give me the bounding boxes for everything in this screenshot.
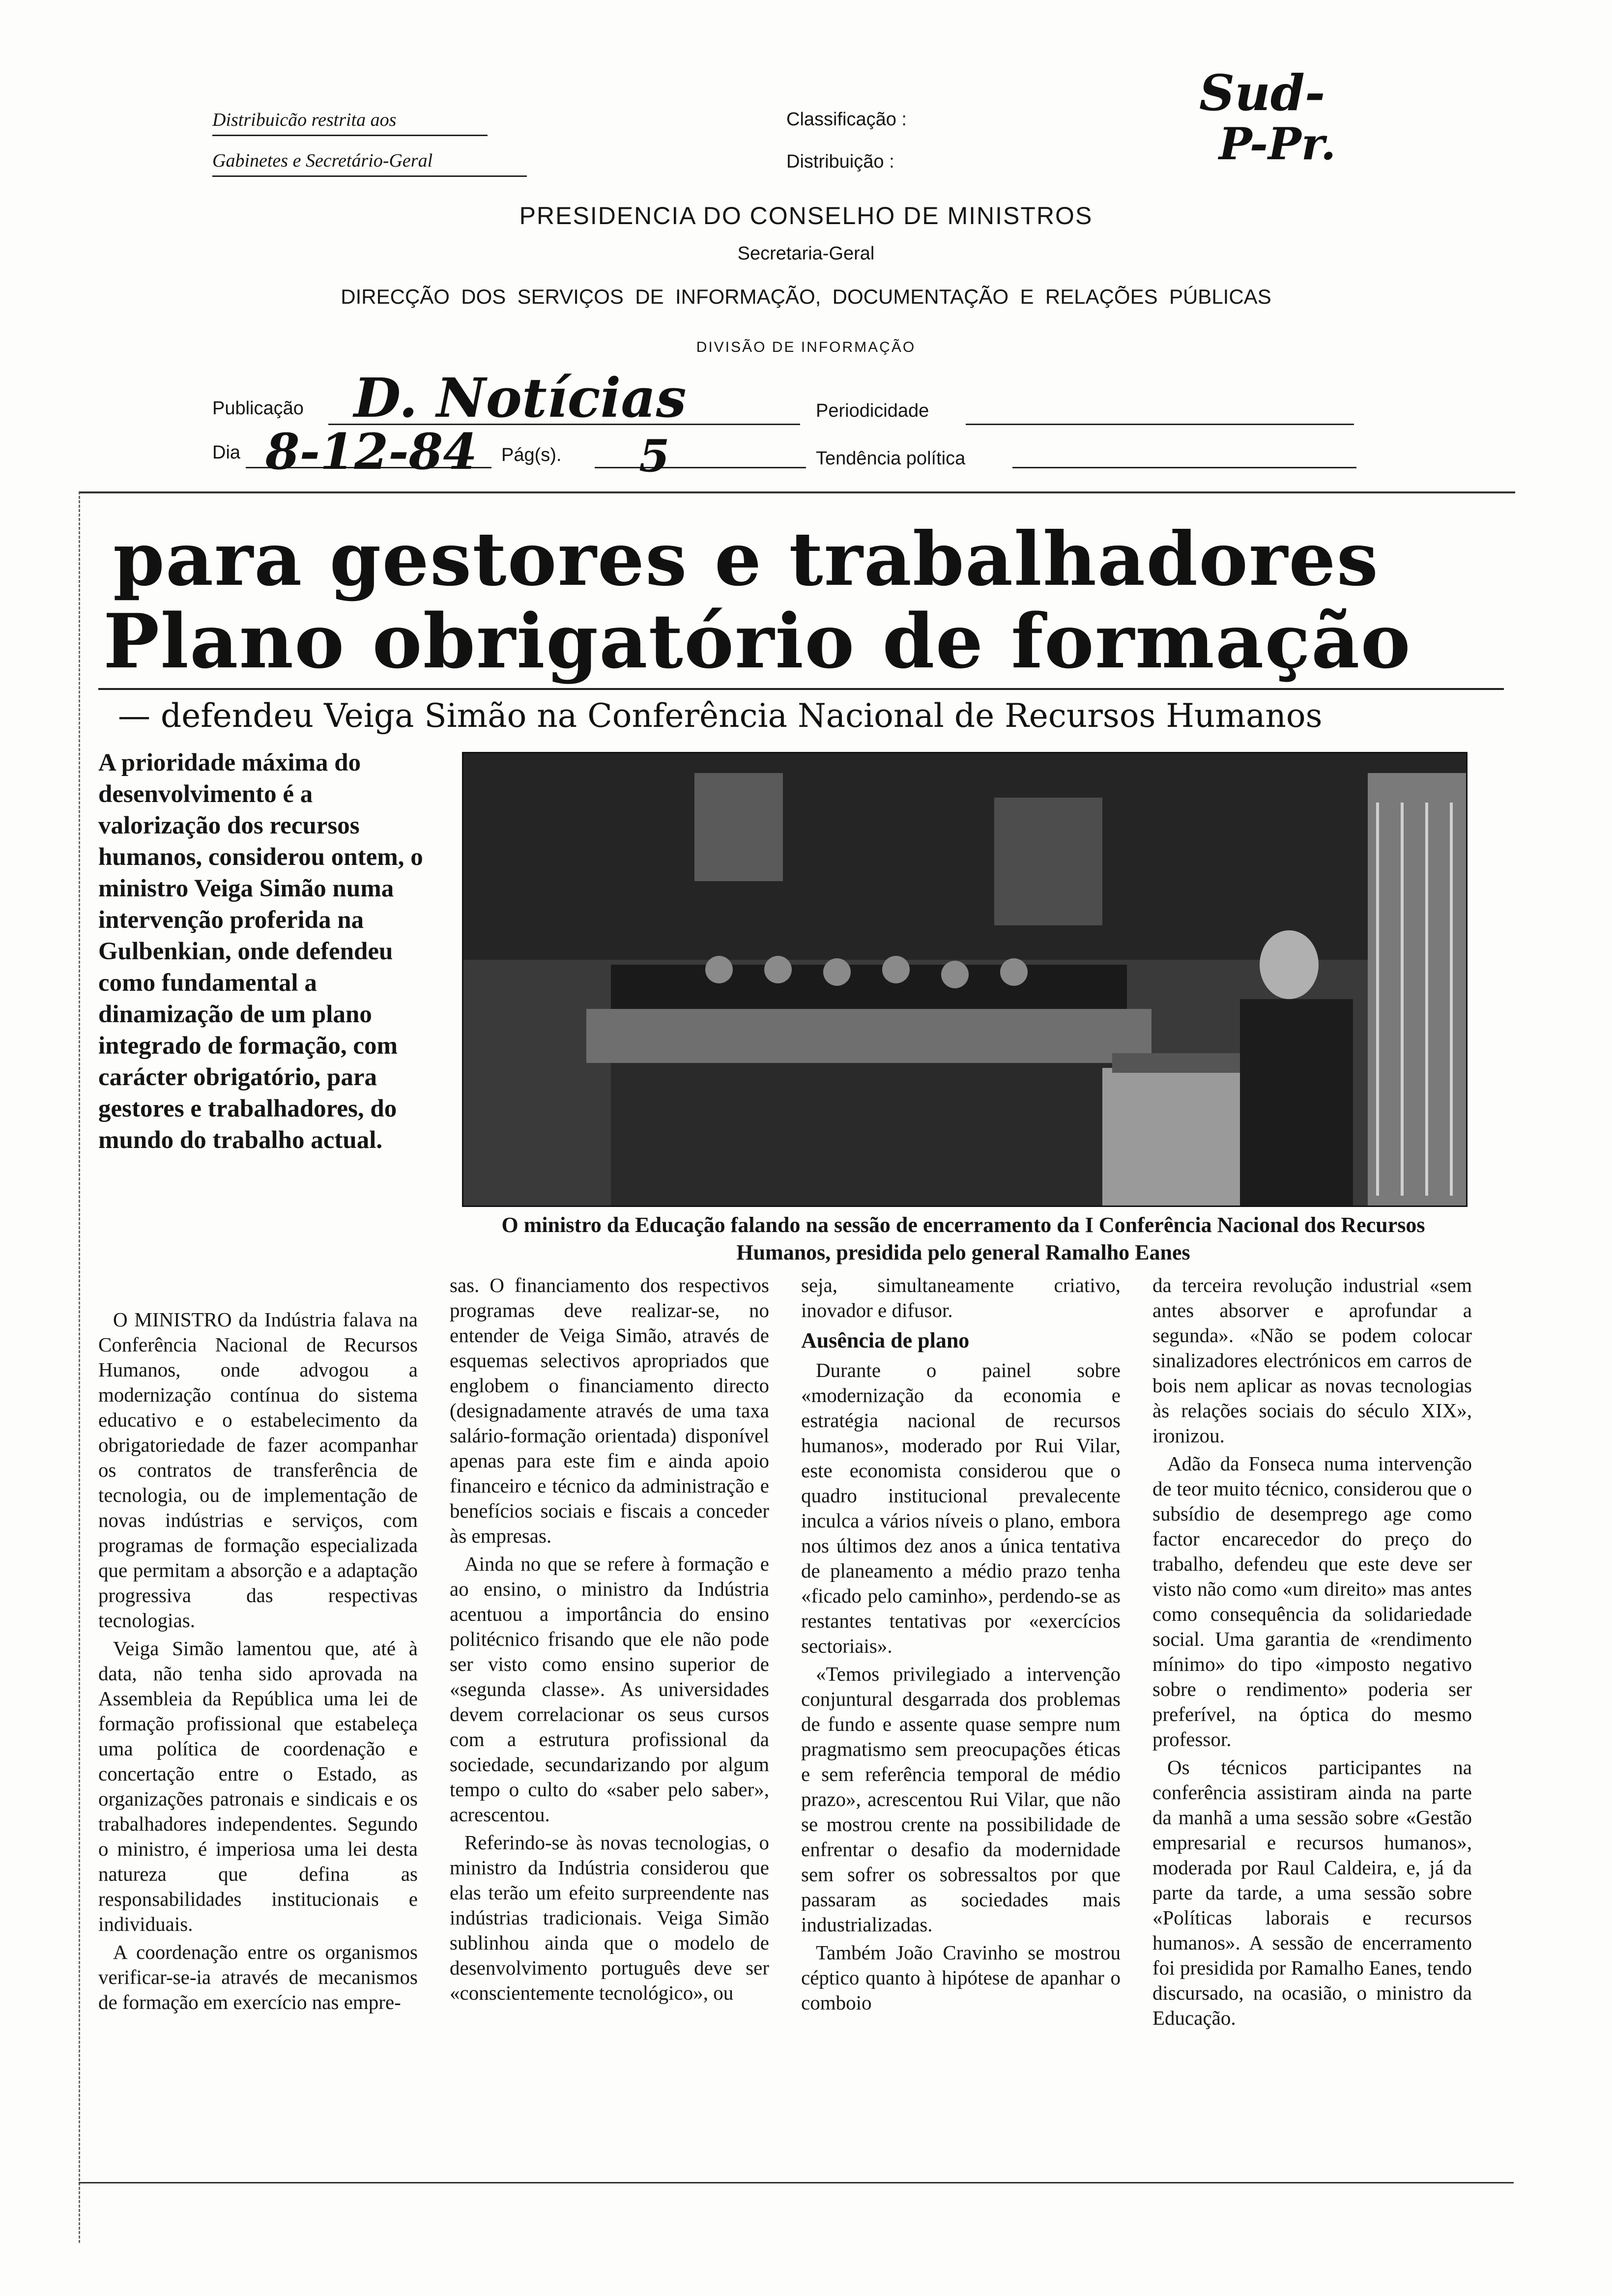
column-1-paragraph: A coordenação entre os organismos verificar-se-ia através de mecanismos de formação em exercício nas empre- <box>98 1941 418 2013</box>
distribution-restriction-line2: Gabinetes e Secretário-Geral <box>212 150 433 171</box>
column-2-paragraph: Ainda no que se refere à formação e ao ensino, o ministro da Indústria acentuou a importância do ensino politécnico frisando que ele não pode ser visto como ensino superior de «segunda classe». As universidades devem correlacionar os seus cursos com a estrutura profissional da sociedade, secundarizando por algum tempo o culto do «saber pelo saber», acrescentou. <box>450 1552 769 1826</box>
headline-rule <box>98 688 1504 690</box>
distribution-underline-2 <box>212 175 527 177</box>
distribution-underline <box>212 135 488 136</box>
article-column-4 <box>1152 1273 1472 2034</box>
column-2-paragraph: Referindo-se às novas tecnologias, o ministro da Indústria considerou que elas terão um efeito surpreendente nas indústrias tradicionais. Veiga Simão sublinhou ainda que o modelo de desenvolvimento português deve ser «conscientemente tecnológico», ou <box>450 1831 769 2004</box>
handwritten-annotation-line1: Sud- <box>1199 64 1325 122</box>
article-title: Plano obrigatório de formação <box>103 597 1411 685</box>
day-handwritten-value: 8-12-84 <box>265 423 477 481</box>
clipping-bottom-rule <box>79 2182 1514 2183</box>
column-1-paragraph: Veiga Simão lamentou que, até à data, não tenha sido aprovada na Assembleia da República uma lei de formação profissional que estabeleça uma política de coordenação e concertação entre o Estado, as organizações patronais e sindicais e os trabalhadores independentes. Segundo o ministro, é imperiosa uma lei desta natureza que defina as responsabilidades institucionais e individuais. <box>98 1637 418 1935</box>
column-2-paragraph: sas. O financiamento dos respectivos programas deve realizar-se, no entender de Veiga Simão, através de esquemas selectivos apropriados que englobem o financiamento directo (designadamente através de uma taxa salário-formação orientada) disponível apenas para este fim e ainda apoio financeiro e técnico da administração e benefícios sociais e fiscais a conceder às empresas. <box>450 1274 769 1547</box>
pages-label: Pág(s). <box>501 445 562 465</box>
periodicity-label: Periodicidade <box>816 401 929 421</box>
article-column-1 <box>98 1307 418 2018</box>
photo-caption: O ministro da Educação falando na sessão de encerramento da I Conferência Nacional dos Recursos Humanos, presidida pelo general Ramalho Eanes <box>501 1213 1425 1264</box>
article-column-2 <box>450 1273 769 2009</box>
distribution-label: Distribuição : <box>786 151 894 172</box>
column-4-paragraph: da terceira revolução industrial «sem antes absorver e aprofundar a segunda». «Não se podem colocar sinalizadores electrónicos em carros de bois nem aplicar as novas tecnologias às relações sociais do século XIX», ironizou. <box>1152 1274 1472 1447</box>
article-column-3 <box>801 1273 1121 2018</box>
directorate-line: DIRECÇÃO DOS SERVIÇOS DE INFORMAÇÃO, DOCUMENTAÇÃO E RELAÇÕES PÚBLICAS <box>341 285 1271 308</box>
conference-photo-scene <box>463 753 1466 1205</box>
classification-label: Classificação : <box>786 109 907 130</box>
day-label: Dia <box>212 442 241 463</box>
article-byline: — defendeu Veiga Simão na Conferência Nacional de Recursos Humanos <box>118 697 1323 735</box>
publication-label: Publicação <box>212 398 304 419</box>
column-4-paragraph: Os técnicos participantes na conferência assistiram ainda na parte da manhã a uma sessão sobre «Gestão empresarial e recursos humanos», moderada por Raul Caldeira, e, já da parte da tarde, a uma sessão sobre «Políticas laborais e recursos humanos». A sessão de encerramento foi presidida por Ramalho Eanes, tendo discursado, na ocasião, o ministro da Educação. <box>1152 1756 1472 2029</box>
pages-handwritten-value: 5 <box>639 430 670 482</box>
column-1-paragraph: O MINISTRO da Indústria falava na Conferência Nacional de Recursos Humanos, onde advogou a modernização contínua do sistema educativo e o estabelecimento da obrigatoriedade de fazer acompanhar os contratos de transferência de tecnologia, ou de implementação de novas indústrias e serviços, com programas de formação especializada que permitam a absorção e a adaptação progressiva das respectivas tecnologias. <box>98 1308 418 1632</box>
column-3-intro: seja, simultaneamente criativo, inovador e difusor. <box>801 1274 1121 1321</box>
pages-field-line <box>595 467 806 468</box>
column-4-paragraph: Adão da Fonseca numa intervenção de teor muito técnico, considerou que o subsídio de desemprego age como factor encarecedor do preço do trabalho, defendeu que este deve ser visto não como «um direito» mas antes como consequência da solidariedade social. Uma garantia de «rendimento mínimo» do tipo «imposto negativo sobre o rendimento» poderia ser preferível, na óptica do mesmo professor. <box>1152 1452 1472 1751</box>
periodicity-field-line <box>966 424 1354 425</box>
publication-handwritten-value: D. Notícias <box>354 366 687 430</box>
article-lead: A prioridade máxima do desenvolvimento é a valorização dos recursos humanos, considerou ontem, o ministro Veiga Simão numa intervenção proferida na Gulbenkian, onde defendeu como fundamental a dinamização de um plano integrado de formação, com carácter obrigatório, para gestores e trabalhadores, do mundo do trabalho actual. <box>98 749 423 1154</box>
article-kicker: para gestores e trabalhadores <box>113 516 1380 603</box>
column-3-paragraph: «Temos privilegiado a intervenção conjuntural desgarrada dos problemas de fundo e assente quase sempre num pragmatismo sem preocupações éticas e sem referência temporal de médio prazo», acrescentou Rui Vilar, que não se mostrou crente na possibilidade de enfrentar o desafio da modernidade sem sofrer os sobressaltos por que passaram as sociedades mais industrializadas. <box>801 1663 1121 1936</box>
division-line: DIVISÃO DE INFORMAÇÃO <box>696 339 916 355</box>
political-tendency-label: Tendência política <box>816 448 966 469</box>
org-title: PRESIDENCIA DO CONSELHO DE MINISTROS <box>519 202 1093 230</box>
distribution-restriction-line1: Distribuicão restrita aos <box>212 110 397 130</box>
conference-photo <box>462 752 1468 1207</box>
org-subtitle: Secretaria-Geral <box>737 243 875 264</box>
column-3-paragraph: Também João Cravinho se mostrou céptico quanto à hipótese de apanhar o comboio <box>801 1941 1121 2014</box>
section-heading: Ausência de plano <box>801 1328 970 1352</box>
political-tendency-field-line <box>1012 467 1356 468</box>
handwritten-annotation-line2: P-Pr. <box>1219 118 1336 170</box>
column-3-paragraph: Durante o painel sobre «modernização da economia e estratégia nacional de recursos humanos», moderado por Rui Vilar, este economista considerou que o quadro institucional prevalecente inculca a vários níveis o plano, embora nos últimos dez anos a única tentativa de planeamento a médio prazo tenha «ficado pelo caminho», perdendo-se as restantes tentativas por «exercícios sectoriais». <box>801 1359 1121 1657</box>
